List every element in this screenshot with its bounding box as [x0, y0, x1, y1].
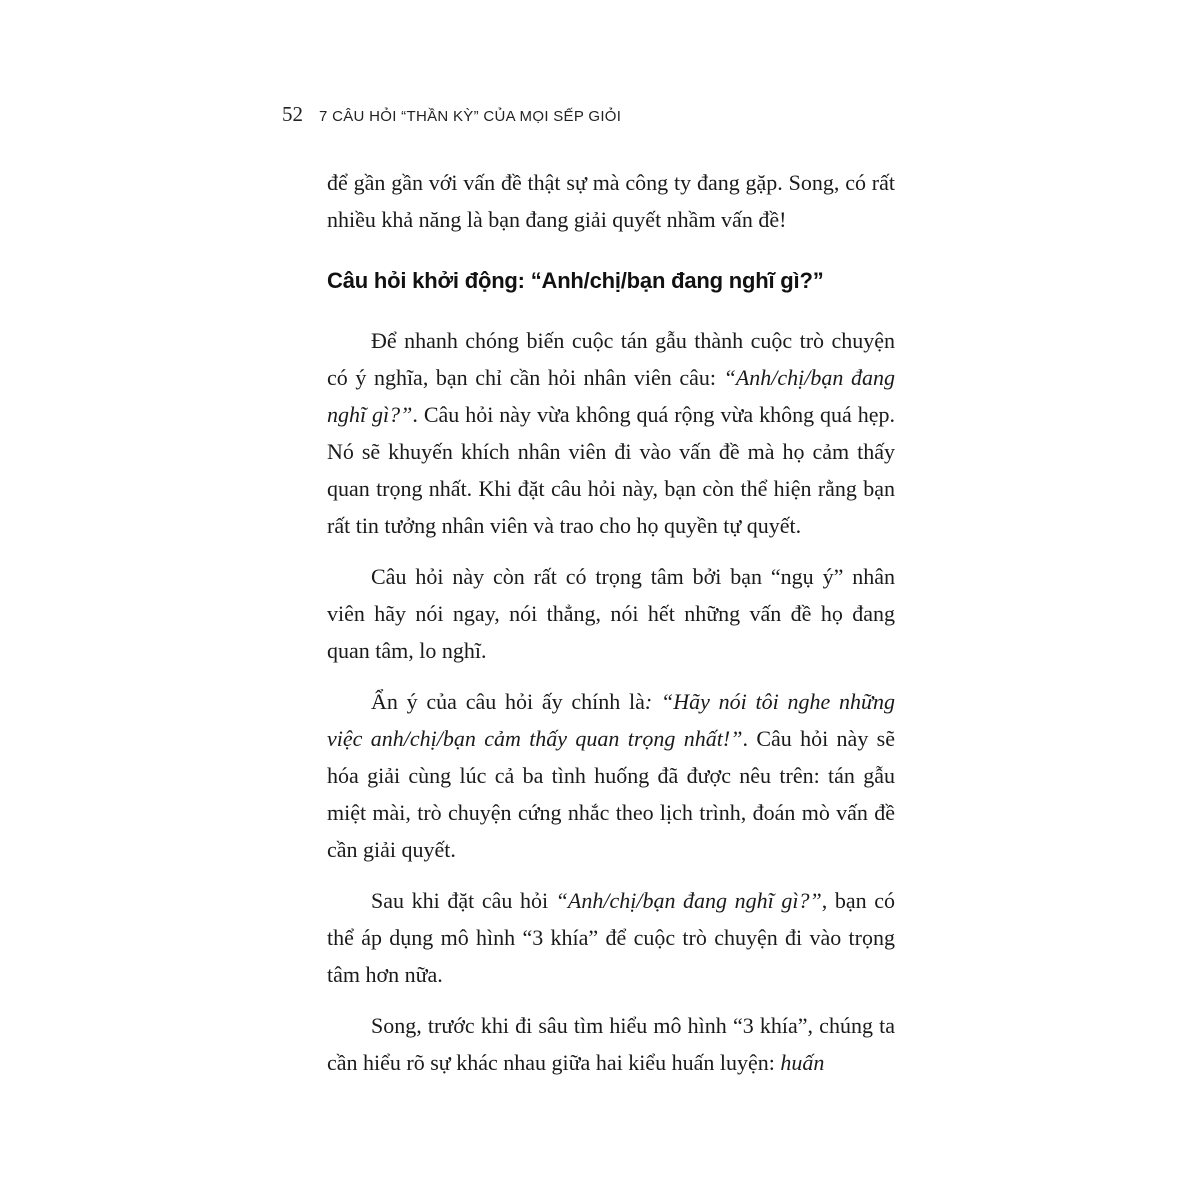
paragraph-4-text-a: Sau khi đặt câu hỏi	[371, 888, 556, 913]
paragraph-3-quote: : “Hãy nói tôi nghe những việc anh/chị/bạn cảm thấy quan trọng nhất!”	[327, 689, 895, 751]
paragraph-5-italic-word: huấn	[780, 1050, 825, 1075]
paragraph-1-text-b: . Câu hỏi này vừa không quá rộng vừa không quá hẹp. Nó sẽ khuyến khích nhân viên đi vào vấn đề mà họ cảm thấy quan trọng nhất. Khi đặt câu hỏi này, bạn còn thể hiện rằng bạn rất tin tưởng nhân viên và trao cho họ quyền tự quyết.	[327, 402, 896, 538]
paragraph-1	[327, 322, 895, 544]
main-text-block	[327, 322, 895, 1095]
intro-block	[327, 164, 895, 238]
paragraph-3-text-b: . Câu hỏi này sẽ hóa giải cùng lúc cả ba tình huống đã được nêu trên: tán gẫu miệt mài, trò chuyện cứng nhắc theo lịch trình, đoán mò vấn đề cần giải quyết.	[327, 726, 895, 862]
paragraph-5-text-a: Song, trước khi đi sâu tìm hiểu mô hình “3 khía”, chúng ta cần hiểu rõ sự khác nhau giữa hai kiểu huấn luyện:	[327, 1013, 895, 1075]
section-heading: Câu hỏi khởi động: “Anh/chị/bạn đang nghĩ gì?”	[327, 268, 824, 293]
book-title: 7 CÂU HỎI “THẦN KỲ” CỦA MỌI SẾP GIỎI	[319, 108, 622, 125]
running-head	[282, 102, 621, 127]
paragraph-1-quote: “Anh/chị/bạn đang nghĩ gì?”	[327, 365, 895, 427]
paragraph-1-text-a: Để nhanh chóng biến cuộc tán gẫu thành cuộc trò chuyện có ý nghĩa, bạn chỉ cần hỏi nhân viên câu:	[327, 328, 895, 390]
paragraph-4-quote: “Anh/chị/bạn đang nghĩ gì?”	[555, 888, 822, 913]
paragraph-2: Câu hỏi này còn rất có trọng tâm bởi bạn “ngụ ý” nhân viên hãy nói ngay, nói thẳng, nói hết những vấn đề họ đang quan tâm, lo nghĩ.	[327, 564, 895, 663]
paragraph-3	[327, 683, 895, 868]
paragraph-4-text-b: , bạn có thể áp dụng mô hình “3 khía” để cuộc trò chuyện đi vào trọng tâm hơn nữa.	[327, 888, 895, 987]
paragraph-5	[327, 1007, 895, 1081]
paragraph-4	[327, 882, 895, 993]
intro-paragraph: để gần gần với vấn đề thật sự mà công ty đang gặp. Song, có rất nhiều khả năng là bạn đang giải quyết nhầm vấn đề!	[327, 170, 895, 232]
paragraph-3-text-a: Ẩn ý của câu hỏi ấy chính là	[371, 689, 645, 714]
page-number: 52	[282, 102, 303, 126]
